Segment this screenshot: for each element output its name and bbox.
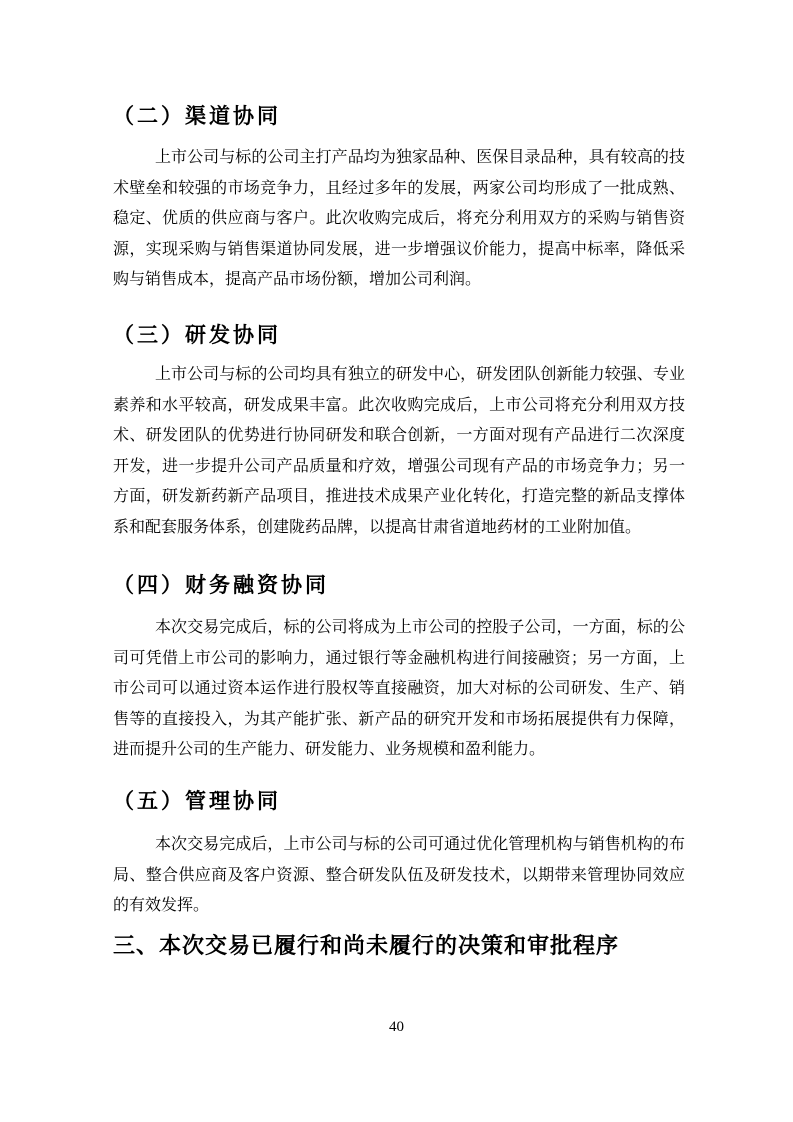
page-number: 40 — [389, 1019, 404, 1035]
heading-rd-synergy: （三）研发协同 — [113, 324, 281, 347]
paragraph-channel-synergy: 上市公司与标的公司主打产品均为独家品种、医保目录品种，具有较高的技术壁垒和较强的市场竞争力，且经过多年的发展，两家公司均形成了一批成熟、稳定、优质的供应商与客户。此次收购完成后，将充分利用双方的采购与销售资源，实现采购与销售渠道协同发展，进一步增强议价能力，提高中标率，降低采购与销售成本，提高产品市场份额，增加公司利润。 — [113, 149, 685, 288]
paragraph-rd-synergy: 上市公司与标的公司均具有独立的研发中心，研发团队创新能力较强、专业素养和水平较高，研发成果丰富。此次收购完成后，上市公司将充分利用双方技术、研发团队的优势进行协同研发和联合创新，一方面对现有产品进行二次深度开发，进一步提升公司产品质量和疗效，增强公司现有产品的市场竞争力；另一方面，研发新药新产品项目，推进技术成果产业化转化，打造完整的新品支撑体系和配套服务体系，创建陇药品牌，以提高甘肃省道地药材的工业附加值。 — [113, 366, 685, 536]
heading-channel-synergy: （二）渠道协同 — [113, 105, 281, 128]
paragraph-management-synergy: 本次交易完成后，上市公司与标的公司可通过优化管理机构与销售机构的布局、整合供应商及客户资源、整合研发队伍及研发技术，以期带来管理协同效应的有效发挥。 — [113, 836, 685, 914]
heading-finance-synergy: （四）财务融资协同 — [113, 574, 329, 597]
heading-management-synergy: （五）管理协同 — [113, 790, 281, 813]
chapter-heading-approval-procedures: 三、本次交易已履行和尚未履行的决策和审批程序 — [113, 933, 620, 958]
paragraph-finance-synergy: 本次交易完成后，标的公司将成为上市公司的控股子公司，一方面，标的公司可凭借上市公司的影响力，通过银行等金融机构进行间接融资；另一方面，上市公司可以通过资本运作进行股权等直接融资，加大对标的公司研发、生产、销售等的直接投入，为其产能扩张、新产品的研究开发和市场拓展提供有力保障，进而提升公司的生产能力、研发能力、业务规模和盈利能力。 — [113, 619, 685, 758]
